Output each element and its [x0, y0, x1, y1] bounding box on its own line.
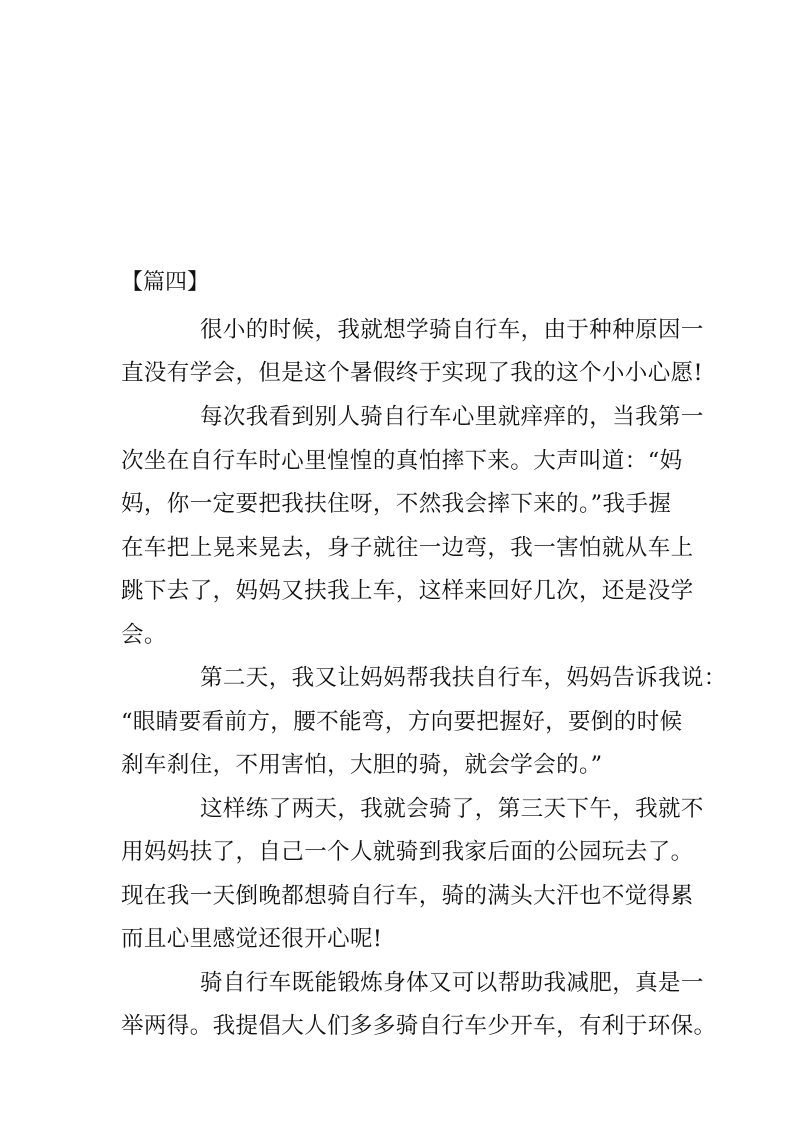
- text-line-15: 而且心里感觉还很开心呢!: [121, 926, 383, 952]
- text-line-3: 每次我看到别人骑自行车心里就痒痒的，当我第一: [200, 404, 704, 430]
- text-line-6: 在车把上晃来晃去，身子就往一边弯，我一害怕就从车上: [121, 535, 694, 561]
- text-line-7: 跳下去了，妈妈又扶我上车，这样来回好几次，还是没学: [121, 578, 694, 604]
- section-heading: 【篇四】: [121, 270, 210, 295]
- text-line-12: 这样练了两天，我就会骑了，第三天下午，我就不: [200, 796, 704, 822]
- text-line-10: “眼睛要看前方，腰不能弯，方向要把握好，要倒的时候: [121, 709, 683, 735]
- text-line-14: 现在我一天倒晚都想骑自行车，骑的满头大汗也不觉得累: [121, 883, 694, 909]
- text-line-11: 刹车刹住，不用害怕，大胆的骑，就会学会的。”: [121, 752, 603, 778]
- text-line-4: 次坐在自行车时心里惶惶的真怕摔下来。大声叫道：“妈: [121, 448, 683, 474]
- text-line-5: 妈，你一定要把我扶住呀，不然我会摔下来的。”我手握: [121, 491, 672, 517]
- text-line-1: 很小的时候，我就想学骑自行车，由于种种原因一: [200, 317, 704, 343]
- text-line-8: 会。: [121, 622, 167, 648]
- text-line-2: 直没有学会，但是这个暑假终于实现了我的这个小小心愿!: [121, 360, 703, 386]
- text-line-13: 用妈妈扶了，自己一个人就骑到我家后面的公园玩去了。: [121, 839, 694, 865]
- text-line-17: 举两得。我提倡大人们多多骑自行车少开车，有利于环保。: [121, 1013, 717, 1039]
- text-line-9: 第二天，我又让妈妈帮我扶自行车，妈妈告诉我说：: [200, 665, 727, 691]
- text-line-16: 骑自行车既能锻炼身体又可以帮助我减肥，真是一: [200, 970, 704, 996]
